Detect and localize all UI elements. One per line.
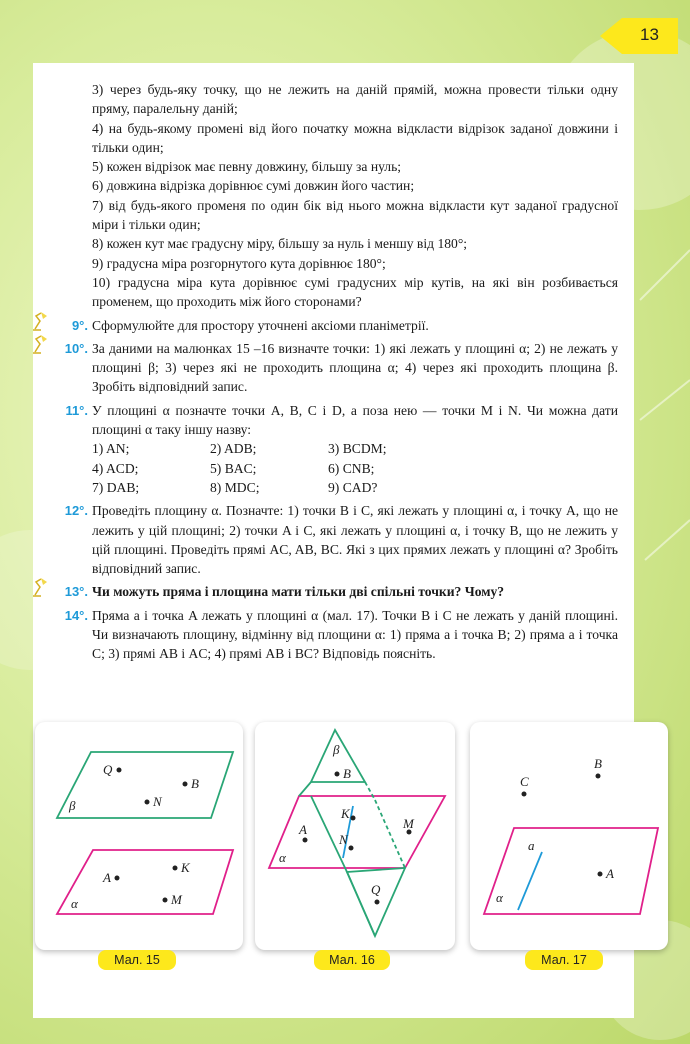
figure-16-caption: Мал. 16 [314, 950, 390, 970]
list-item: 8) кожен кут має градусну міру, більшу за нуль і меншу від 180°; [92, 236, 468, 252]
figure-15 [35, 722, 243, 950]
task-number: 11°. [65, 402, 88, 418]
point-label: N [153, 794, 162, 809]
point-label: N [339, 832, 348, 847]
task-number: 14°. [64, 607, 88, 623]
task-text: Пряма a і точка A лежать у площині α (мал. 17). Точки B і C не лежать у даній площині. Чи визначають площину, відмінну від площини α: 1) пряма a і точка B; 2) пряма a і точка C; 3) прямі AB і AC; 4) прямі AB і BC? Відповідь поясніть. [92, 607, 618, 662]
point-label: Q [371, 882, 381, 897]
list-item: 3) через будь-яку точку, що не лежить на даній прямій, можна провести тільки одну пряму, паралельну даній; [92, 82, 618, 117]
task-number: 13°. [64, 584, 88, 600]
list-item: 9) градусна міра розгорнутого кута дорівнює 180°; [92, 255, 386, 271]
plane-alpha [269, 796, 445, 868]
task-text: Сформулюйте для простору уточнені аксіоми планіметрії. [92, 317, 429, 333]
point-label: Q [103, 762, 113, 777]
point-label: M [171, 892, 182, 907]
lamp-icon [32, 576, 54, 598]
task-text: Чи можуть пряма і площина мати тільки дві спільні точки? Чому? [92, 584, 505, 600]
option: 6) CNB; [328, 460, 375, 476]
point-label: K [341, 806, 350, 821]
plane-label: α [496, 890, 503, 905]
plane-label: α [279, 850, 286, 865]
task-text: У площині α позначте точки A, B, C і D, а поза нею — точки M і N. Чи можна дати площині α таку іншу назву: [92, 402, 618, 438]
plane-beta [57, 752, 233, 818]
option: 5) BAC; [210, 460, 257, 476]
point-label: A [103, 870, 111, 885]
task-12 [64, 501, 618, 578]
line-a [518, 852, 542, 910]
list-item: 7) від будь-якого променя по один бік від нього можна відкласти кут заданої градусної міри і тільки один; [92, 197, 618, 233]
task-9 [71, 316, 618, 335]
list-item: 4) на будь-якому промені від його початку можна відкласти відрізок заданої довжини і тільки один; [92, 120, 618, 155]
task-14 [64, 606, 618, 664]
option: 3) BCDM; [328, 441, 387, 457]
point-label: A [606, 866, 614, 881]
list-item: 10) градусна міра кута дорівнює сумі градусних мір кутів, на які він розбивається променем, що проходить між його сторонами? [92, 274, 618, 310]
task-number: 10°. [64, 340, 88, 356]
lamp-icon [32, 333, 54, 355]
plane-label: β [69, 798, 76, 813]
task-13 [64, 582, 618, 601]
task-text: За даними на малюнках 15 –16 визначте точки: 1) які лежать у площині α; 2) не лежать у площині β; 3) через які не проходить площина α; 4) через які проходить площина β. Зробіть відповідний запис. [92, 340, 618, 395]
option: 7) DAB; [92, 479, 140, 495]
option: 2) ADB; [210, 441, 257, 457]
plane-label: α [71, 896, 78, 911]
option: 8) MDC; [210, 479, 260, 495]
figure-16 [255, 722, 455, 950]
task-10 [64, 339, 618, 397]
page-number-tab [600, 18, 678, 54]
text-body [64, 80, 618, 664]
options-grid [92, 439, 618, 497]
intro-list [92, 80, 618, 312]
option: 4) ACD; [92, 460, 139, 476]
point-label: B [343, 766, 351, 781]
point-label: C [520, 774, 529, 789]
point-label: B [594, 756, 602, 771]
figure-17 [470, 722, 668, 950]
line-label: a [528, 838, 535, 853]
task-number: 9°. [71, 317, 88, 333]
plane-label: β [333, 742, 340, 757]
task-text: Проведіть площину α. Позначте: 1) точки B і C, які лежать у площині α, і точку A, що не лежить у цій площині; 2) точки A і C, які лежать у площині α, і точку B, що не лежить у цій площині. Проведіть прямі AC, AB, BC. Які з цих прямих лежать у площині α? Зробіть відповідний запис. [92, 503, 618, 577]
list-item: 6) довжина відрізка дорівнює сумі довжин його частин; [92, 178, 415, 194]
lamp-icon [32, 310, 54, 332]
point-label: M [403, 816, 414, 831]
task-number: 12°. [64, 503, 88, 519]
plane-alpha [484, 828, 658, 914]
list-item: 5) кожен відрізок має певну довжину, більшу за нуль; [92, 159, 402, 175]
option: 9) CAD? [328, 479, 378, 495]
point-label: B [191, 776, 199, 791]
point-label: K [181, 860, 190, 875]
plane-alpha [57, 850, 233, 914]
task-11 [65, 401, 618, 497]
point-label: A [299, 822, 307, 837]
page-number: 13 [640, 25, 659, 44]
figure-15-caption: Мал. 15 [98, 950, 176, 970]
figure-17-caption: Мал. 17 [525, 950, 603, 970]
option: 1) AN; [92, 441, 130, 457]
